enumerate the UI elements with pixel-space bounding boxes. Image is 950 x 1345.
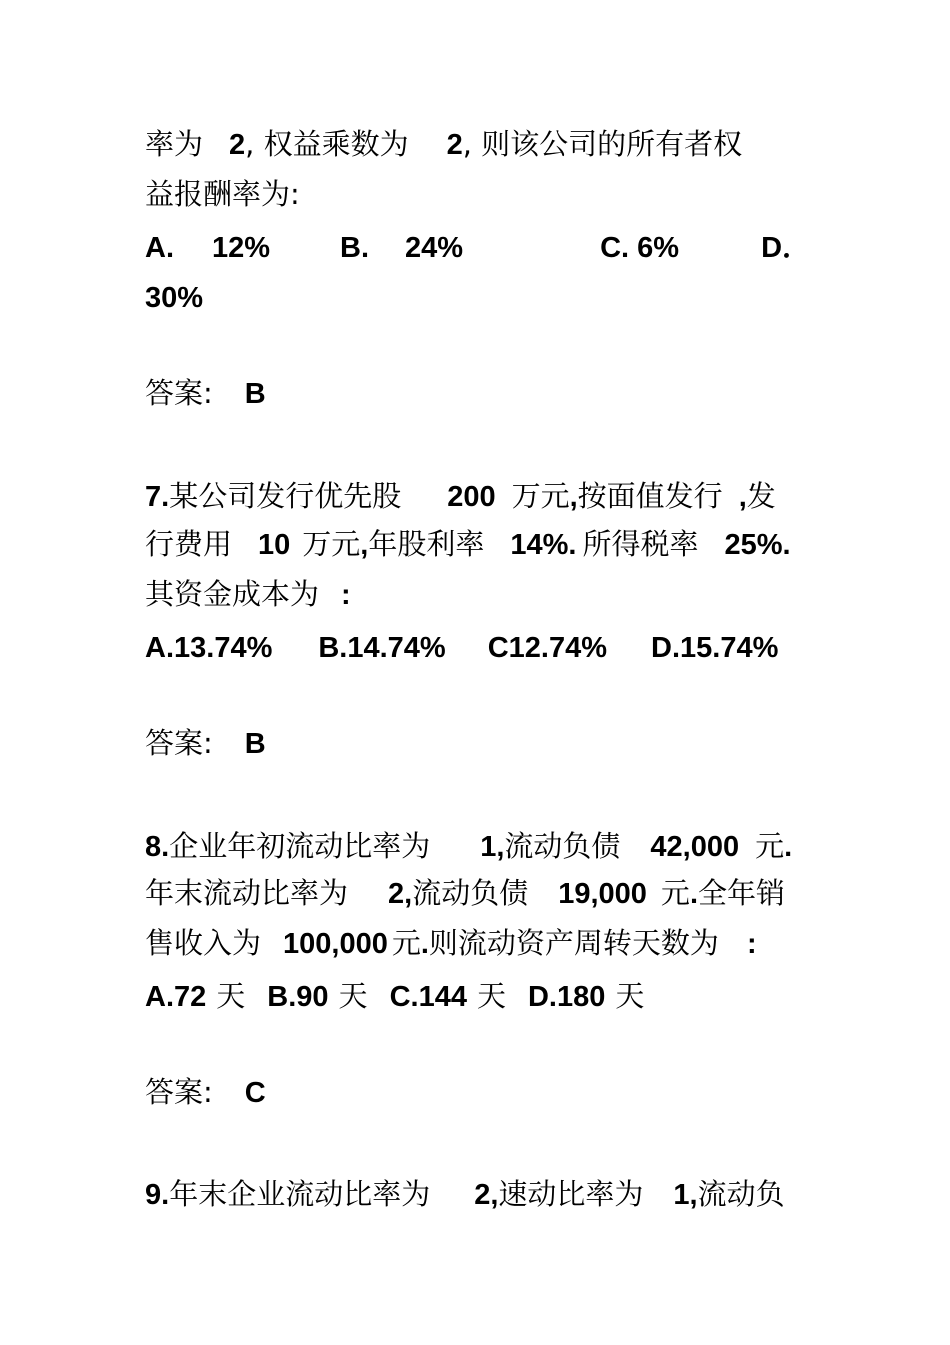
- q8-text-10: 则流动资产周转天数为: [428, 926, 719, 960]
- q8-value-4: 19,000: [558, 878, 647, 910]
- q9-text-2: 速动比率为: [498, 1177, 644, 1211]
- q7-stem-line-2: [145, 526, 791, 563]
- q8-punct-4: :: [746, 928, 757, 960]
- q8-value-1: 1,: [480, 831, 505, 863]
- q9-stem-line-1: [145, 1176, 785, 1213]
- q7-stem-line-3: [145, 576, 351, 613]
- q8-stem-line-3: [145, 925, 757, 962]
- answer-label: 答案:: [145, 376, 213, 410]
- q8-value-3: 2,: [388, 878, 413, 910]
- q9-text-3: 流动负: [697, 1177, 785, 1211]
- q8-text-8: 售收入为: [145, 926, 262, 960]
- q7-stem-line-1: [145, 478, 776, 515]
- q7-text-9: 其资金成本为: [145, 577, 320, 611]
- q6-value-1: 2: [229, 129, 246, 161]
- q7-answer: [145, 725, 266, 762]
- q8-option-a: A.72: [145, 981, 207, 1013]
- q8-stem-line-2: [145, 875, 785, 912]
- q7-text-6: 万元: [302, 527, 361, 561]
- q7-text-8: 所得税率: [582, 527, 699, 561]
- answer-label: 答案:: [145, 726, 213, 760]
- q8-value-5: 100,000: [283, 928, 388, 960]
- q8-text-3: 元: [755, 829, 785, 863]
- q9-value-2: 1,: [673, 1179, 698, 1211]
- q6-option-a-key: A.: [145, 232, 174, 264]
- q8-option-d-unit: 天: [615, 979, 645, 1013]
- q7-options: [145, 630, 778, 666]
- q8-text-2: 流动负债: [504, 829, 621, 863]
- q6-option-c: C. 6%: [600, 232, 680, 264]
- q7-punct-2: ,: [738, 481, 747, 513]
- q8-option-b: B.90: [267, 981, 329, 1013]
- q6-option-b-value: 24%: [405, 232, 464, 264]
- answer-value: B: [244, 728, 266, 760]
- q7-text-5: 行费用: [145, 527, 233, 561]
- q7-text-2: 万元: [511, 479, 570, 513]
- q6-stem-line-2: 益报酬率为:: [145, 177, 300, 211]
- q7-punct-3: ,: [360, 529, 369, 561]
- q8-punct-2: .: [689, 878, 698, 910]
- q6-text-3: , 则该公司的所有者权: [462, 127, 743, 161]
- q7-value-4: 25%.: [724, 529, 791, 561]
- q6-stem-line-1: [145, 126, 742, 163]
- q7-option-a: A.13.74%: [145, 632, 273, 664]
- answer-value: B: [244, 378, 266, 410]
- q6-option-d-key: D．: [761, 232, 812, 264]
- q6-option-a-value: 12%: [212, 232, 271, 264]
- q8-option-b-unit: 天: [338, 979, 368, 1013]
- q6-value-2: 2: [446, 129, 463, 161]
- q7-punct-4: :: [341, 579, 351, 611]
- q7-punct-1: ,: [569, 481, 578, 513]
- q8-text-9: 元: [391, 926, 421, 960]
- q9-value-1: 2,: [474, 1179, 499, 1211]
- q8-number: 8.: [145, 831, 170, 863]
- q8-text-1: 企业年初流动比率为: [169, 829, 431, 863]
- answer-label: 答案:: [145, 1075, 213, 1109]
- q7-option-b: B.14.74%: [318, 632, 446, 664]
- q7-text-3: 按面值发行: [577, 479, 723, 513]
- q7-option-d: D.15.74%: [651, 632, 779, 664]
- q6-answer: [145, 375, 266, 412]
- q7-number: 7.: [145, 481, 170, 513]
- q7-text-4: 发: [746, 479, 776, 513]
- q6-text-2: , 权益乘数为: [245, 127, 409, 161]
- q6-text-1: 率为: [145, 127, 204, 161]
- q7-value-3: 14%.: [510, 529, 577, 561]
- q7-value-2: 10: [258, 529, 291, 561]
- q8-punct-1: .: [784, 831, 793, 863]
- q9-number: 9.: [145, 1179, 170, 1211]
- q8-options: [145, 978, 644, 1015]
- q8-text-6: 元: [660, 876, 690, 910]
- q8-text-5: 流动负债: [412, 876, 529, 910]
- q8-text-7: 全年销: [698, 876, 786, 910]
- q7-text-1: 某公司发行优先股: [169, 479, 402, 513]
- q8-value-2: 42,000: [650, 831, 740, 863]
- q8-punct-3: .: [420, 928, 429, 960]
- q8-option-c: C.144: [389, 981, 467, 1013]
- q6-option-b-key: B.: [340, 232, 370, 264]
- q8-option-d: D.180: [527, 981, 606, 1013]
- q6-option-d-value: 30%: [145, 282, 204, 314]
- q8-option-c-unit: 天: [476, 979, 506, 1013]
- q7-value-1: 200: [447, 481, 496, 513]
- q8-option-a-unit: 天: [216, 979, 246, 1013]
- answer-value: C: [244, 1077, 266, 1109]
- q8-text-4: 年末流动比率为: [145, 876, 349, 910]
- q7-option-c: C12.74%: [487, 632, 608, 664]
- q8-stem-line-1: [145, 828, 792, 865]
- q7-text-7: 年股利率: [368, 527, 485, 561]
- q6-options: [145, 230, 811, 266]
- q8-answer: [145, 1074, 266, 1111]
- q9-text-1: 年末企业流动比率为: [169, 1177, 431, 1211]
